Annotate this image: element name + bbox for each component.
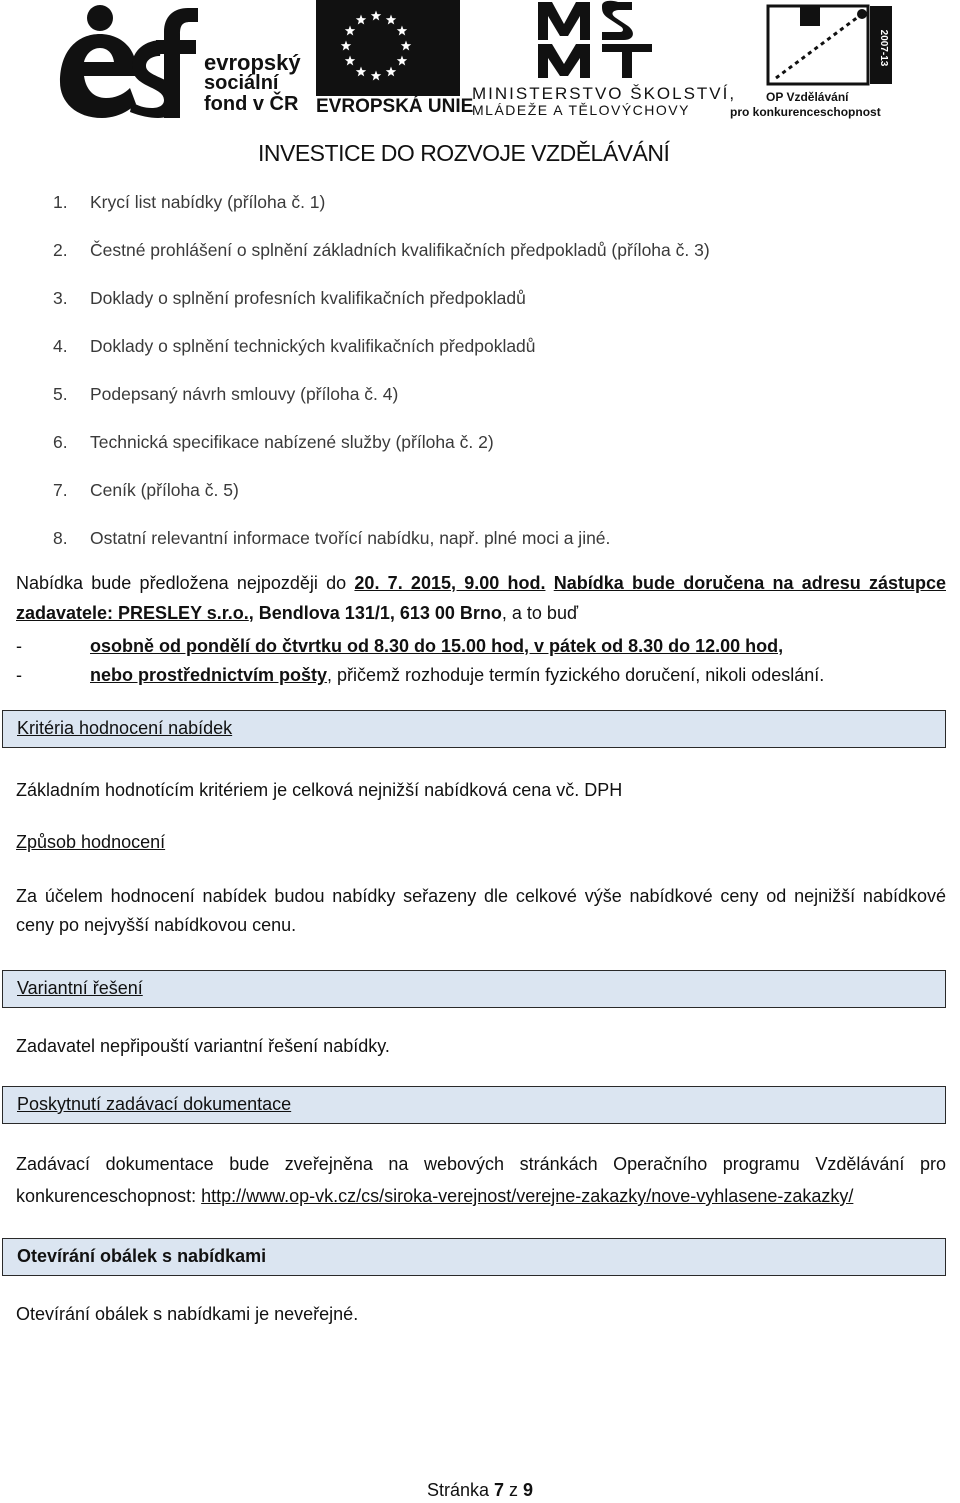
- section-heading-opening: [2, 1238, 946, 1276]
- list-item-text: Technická specifikace nabízené služby (příloha č. 2): [90, 432, 494, 452]
- op-line-2: pro konkurenceschopnost: [730, 105, 881, 119]
- submission-paragraph: [16, 568, 946, 628]
- submission-lead: Nabídka bude předložena nejpozději do: [16, 573, 355, 593]
- list-item-number: 2.: [53, 240, 68, 260]
- section-heading-text: Otevírání obálek s nabídkami: [17, 1246, 267, 1266]
- footer-mid: z: [504, 1480, 524, 1500]
- list-item-text: Podepsaný návrh smlouvy (příloha č. 4): [90, 384, 399, 404]
- list-item: [16, 663, 946, 692]
- list-item-text: Čestné prohlášení o splnění základních kvalifikačních předpokladů (příloha č. 3): [90, 240, 710, 260]
- footer-page-number: 7: [494, 1480, 505, 1500]
- list-item: [16, 334, 946, 382]
- delivery-option-text: osobně od pondělí do čtvrtku od 8.30 do 15.00 hod, v pátek od 8.30 do 12.00 hod,: [90, 636, 784, 656]
- method-text: Za účelem hodnocení nabídek budou nabídky seřazeny dle celkové výše nabídkové ceny od nejnižší nabídkové ceny po nejvyšší nabídkovou cenu.: [16, 886, 946, 935]
- esf-line-3: fond v ČR: [204, 93, 299, 115]
- list-item-text: Krycí list nabídky (příloha č. 1): [90, 192, 326, 212]
- delivery-option-rest: , přičemž rozhoduje termín fyzického doručení, nikoli odeslání.: [327, 665, 825, 685]
- page-footer: [0, 1480, 960, 1501]
- msmt-line-2: MLÁDEŽE A TĚLOVÝCHOVY: [472, 102, 690, 118]
- section-heading-variant: [2, 970, 946, 1008]
- list-item-number: 1.: [53, 192, 68, 212]
- document-body: [16, 190, 946, 1326]
- list-item-text: Doklady o splnění profesních kvalifikačních předpokladů: [90, 288, 526, 308]
- docs-text: [16, 1148, 946, 1212]
- esf-logo: [58, 4, 308, 122]
- list-item-text: Ceník (příloha č. 5): [90, 480, 239, 500]
- eu-logo: [316, 0, 474, 122]
- list-item-number: 7.: [53, 480, 68, 500]
- section-heading-text: Variantní řešení: [17, 978, 143, 998]
- submission-deadline: 20. 7. 2015, 9.00 hod.: [354, 573, 546, 593]
- header-slogan: INVESTICE DO ROZVOJE VZDĚLÁVÁNÍ: [258, 140, 670, 166]
- delivery-options: [16, 634, 946, 692]
- list-item: [16, 286, 946, 334]
- msmt-logo: [472, 0, 737, 122]
- list-item-number: 6.: [53, 432, 68, 452]
- list-item-text: Doklady o splnění technických kvalifikačních předpokladů: [90, 336, 536, 356]
- op-years: 2007-13: [878, 29, 889, 67]
- attachments-list: [16, 190, 946, 566]
- list-item-text: Ostatní relevantní informace tvořící nabídku, např. plné moci a jiné.: [90, 528, 611, 548]
- msmt-line-1: MINISTERSTVO ŠKOLSTVÍ,: [472, 84, 737, 103]
- dash-marker: -: [16, 636, 22, 656]
- section-heading-criteria: [2, 710, 946, 748]
- list-item: [16, 430, 946, 478]
- esf-logo-mark: [58, 4, 198, 122]
- section-heading-text: Kritéria hodnocení nabídek: [17, 718, 233, 738]
- msmt-logo-mark: [532, 0, 662, 80]
- list-item: [16, 190, 946, 238]
- opening-text: Otevírání obálek s nabídkami je neveřejné.: [16, 1304, 359, 1324]
- esf-line-1: evropský: [204, 50, 301, 75]
- docs-text-lead: Zadávací dokumentace bude zveřejněna na webových stránkách Operačního programu Vzdělávání pro konkurenceschopnost:: [16, 1154, 946, 1206]
- list-item: [16, 238, 946, 286]
- list-item: [16, 634, 946, 663]
- submission-address-rest: , Bendlova 131/1, 613 00 Brno: [248, 603, 502, 623]
- variant-text: Zadavatel nepřipouští variantní řešení nabídky.: [16, 1036, 390, 1056]
- op-vk-link[interactable]: http://www.op-vk.cz/cs/siroka-verejnost/verejne-zakazky/nove-vyhlasene-zakazky/: [201, 1186, 854, 1206]
- list-item: [16, 526, 946, 566]
- delivery-option-text: nebo prostřednictvím pošty: [90, 665, 328, 685]
- submission-separator: [545, 573, 553, 593]
- list-item: [16, 382, 946, 430]
- page-header: [0, 0, 960, 170]
- list-item: [16, 478, 946, 526]
- dash-marker: -: [16, 665, 22, 685]
- eu-label: EVROPSKÁ UNIE: [316, 96, 474, 117]
- esf-line-2: sociální: [204, 72, 279, 94]
- list-item-number: 8.: [53, 528, 68, 548]
- criteria-text: Základním hodnotícím kritériem je celková nejnižší nabídková cena vč. DPH: [16, 780, 623, 800]
- footer-page-total: 9: [523, 1480, 534, 1500]
- footer-prefix: Stránka: [426, 1480, 494, 1500]
- op-vk-logo: [730, 0, 920, 122]
- method-heading: Způsob hodnocení: [16, 832, 166, 852]
- esf-logo-text: [204, 52, 301, 115]
- op-vk-logo-mark: [766, 4, 896, 86]
- list-item-number: 5.: [53, 384, 68, 404]
- submission-tail: , a to buď: [501, 603, 579, 623]
- list-item-number: 4.: [53, 336, 68, 356]
- section-heading-docs: [2, 1086, 946, 1124]
- submission-address: Nabídka bude doručena na adresu zástupce zadavatele: PRESLEY s.r.o.: [16, 573, 946, 623]
- op-line-1: OP Vzdělávání: [766, 90, 849, 104]
- section-heading-text: Poskytnutí zadávací dokumentace: [17, 1094, 292, 1114]
- eu-flag-icon: [316, 0, 460, 96]
- list-item-number: 3.: [53, 288, 68, 308]
